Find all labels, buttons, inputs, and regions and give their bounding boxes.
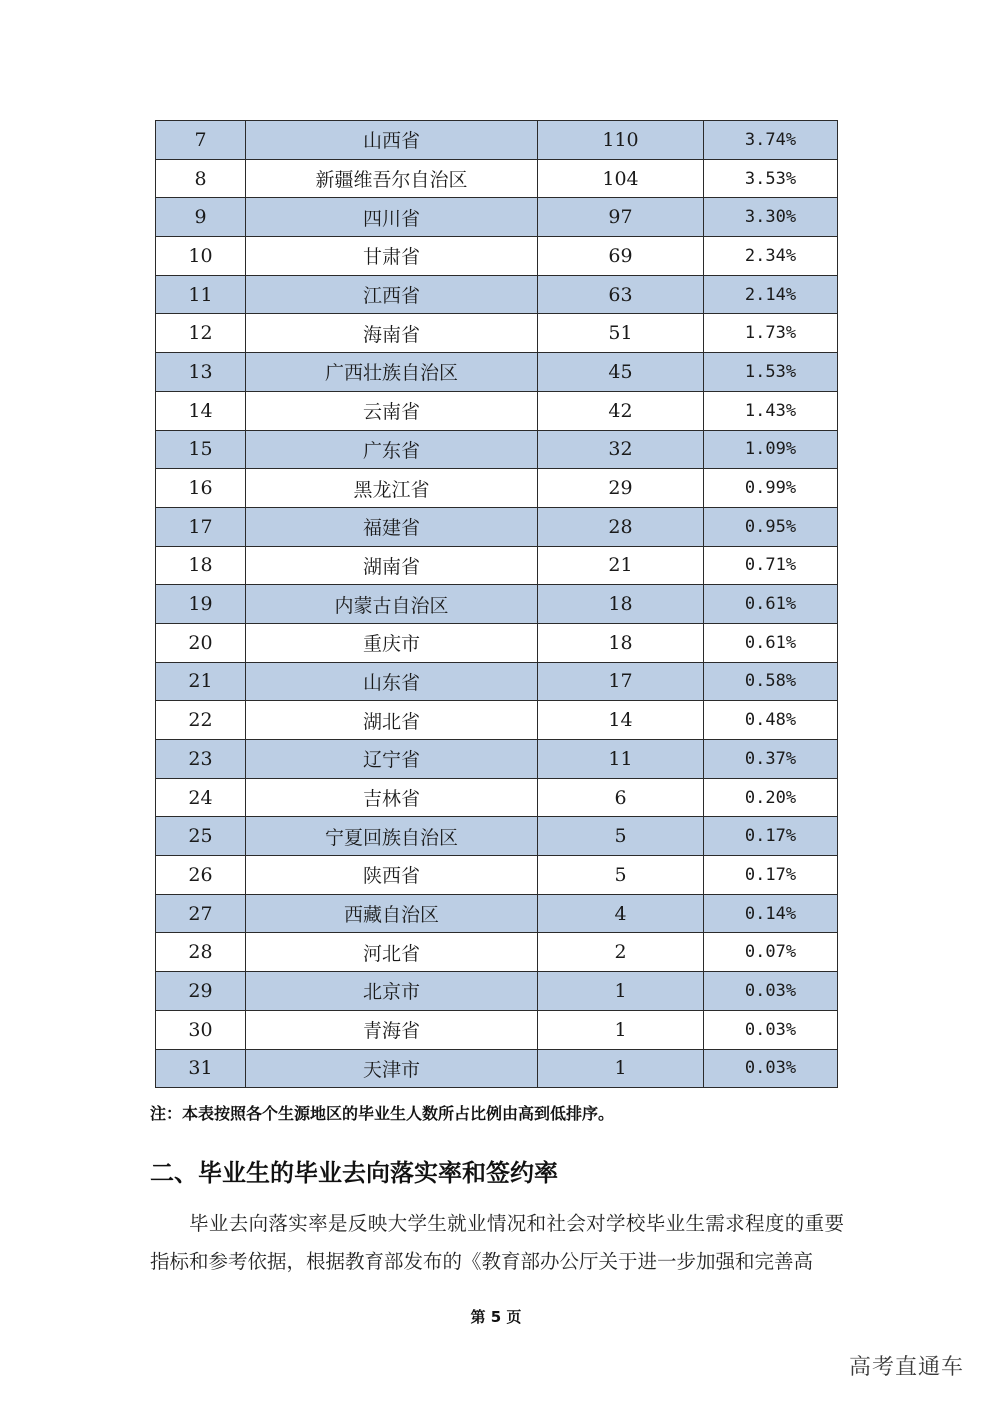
count-cell: 97	[538, 198, 704, 237]
rank-cell: 12	[156, 314, 246, 353]
region-cell: 重庆市	[246, 623, 538, 662]
table-row	[156, 121, 838, 160]
region-cell: 吉林省	[246, 778, 538, 817]
percent-cell: 0.03%	[704, 972, 838, 1011]
region-cell: 宁夏回族自治区	[246, 817, 538, 856]
percent-cell: 0.48%	[704, 701, 838, 740]
rank-cell: 28	[156, 933, 246, 972]
percent-cell: 0.17%	[704, 817, 838, 856]
table-row	[156, 391, 838, 430]
region-cell: 天津市	[246, 1049, 538, 1088]
rank-cell: 8	[156, 159, 246, 198]
count-cell: 2	[538, 933, 704, 972]
count-cell: 18	[538, 585, 704, 624]
percent-cell: 0.03%	[704, 1010, 838, 1049]
table-row	[156, 507, 838, 546]
count-cell: 1	[538, 972, 704, 1011]
region-cell: 云南省	[246, 391, 538, 430]
count-cell: 29	[538, 469, 704, 508]
count-cell: 51	[538, 314, 704, 353]
percent-cell: 0.95%	[704, 507, 838, 546]
percent-cell: 1.43%	[704, 391, 838, 430]
table-note: 注：本表按照各个生源地区的毕业生人数所占比例由高到低排序。	[150, 1104, 615, 1123]
rank-cell: 9	[156, 198, 246, 237]
count-cell: 11	[538, 740, 704, 779]
region-cell: 内蒙古自治区	[246, 585, 538, 624]
rank-cell: 22	[156, 701, 246, 740]
rank-cell: 14	[156, 391, 246, 430]
table-row	[156, 701, 838, 740]
count-cell: 21	[538, 546, 704, 585]
table-row	[156, 1049, 838, 1088]
percent-cell: 1.53%	[704, 353, 838, 392]
table-row	[156, 740, 838, 779]
count-cell: 6	[538, 778, 704, 817]
rank-cell: 7	[156, 121, 246, 160]
percent-cell: 0.03%	[704, 1049, 838, 1088]
percent-cell: 0.99%	[704, 469, 838, 508]
region-cell: 湖北省	[246, 701, 538, 740]
percent-cell: 1.09%	[704, 430, 838, 469]
table-row	[156, 933, 838, 972]
table-row	[156, 314, 838, 353]
count-cell: 110	[538, 121, 704, 160]
count-cell: 4	[538, 894, 704, 933]
count-cell: 18	[538, 623, 704, 662]
percent-cell: 0.07%	[704, 933, 838, 972]
region-cell: 黑龙江省	[246, 469, 538, 508]
table-row	[156, 817, 838, 856]
table-row	[156, 623, 838, 662]
rank-cell: 27	[156, 894, 246, 933]
table-body	[156, 121, 838, 1088]
page-number: 第 5 页	[470, 1308, 522, 1326]
section-heading: 二、毕业生的毕业去向落实率和签约率	[150, 1159, 558, 1187]
table-row	[156, 546, 838, 585]
table-row	[156, 198, 838, 237]
table-row	[156, 353, 838, 392]
table-row	[156, 894, 838, 933]
rank-cell: 26	[156, 856, 246, 895]
table-row	[156, 972, 838, 1011]
table-row	[156, 275, 838, 314]
region-cell: 江西省	[246, 275, 538, 314]
percent-cell: 0.61%	[704, 585, 838, 624]
region-cell: 海南省	[246, 314, 538, 353]
count-cell: 32	[538, 430, 704, 469]
watermark-text: 高考直通车	[848, 1355, 964, 1380]
rank-cell: 19	[156, 585, 246, 624]
region-cell: 广西壮族自治区	[246, 353, 538, 392]
table-row	[156, 585, 838, 624]
region-cell: 四川省	[246, 198, 538, 237]
table-row	[156, 1010, 838, 1049]
region-cell: 河北省	[246, 933, 538, 972]
region-cell: 辽宁省	[246, 740, 538, 779]
region-cell: 甘肃省	[246, 237, 538, 276]
rank-cell: 24	[156, 778, 246, 817]
percent-cell: 2.34%	[704, 237, 838, 276]
count-cell: 42	[538, 391, 704, 430]
region-cell: 新疆维吾尔自治区	[246, 159, 538, 198]
rank-cell: 15	[156, 430, 246, 469]
rank-cell: 29	[156, 972, 246, 1011]
percent-cell: 3.53%	[704, 159, 838, 198]
percent-cell: 2.14%	[704, 275, 838, 314]
percent-cell: 0.14%	[704, 894, 838, 933]
region-cell: 北京市	[246, 972, 538, 1011]
percent-cell: 0.20%	[704, 778, 838, 817]
count-cell: 104	[538, 159, 704, 198]
rank-cell: 31	[156, 1049, 246, 1088]
region-cell: 青海省	[246, 1010, 538, 1049]
rank-cell: 18	[156, 546, 246, 585]
rank-cell: 20	[156, 623, 246, 662]
percent-cell: 0.61%	[704, 623, 838, 662]
body-paragraph: 毕业去向落实率是反映大学生就业情况和社会对学校毕业生需求程度的重要指标和参考依据，根据教育部发布的《教育部办公厅关于进一步加强和完善高	[150, 1212, 844, 1273]
table-row	[156, 778, 838, 817]
count-cell: 1	[538, 1049, 704, 1088]
table-row	[156, 856, 838, 895]
region-cell: 西藏自治区	[246, 894, 538, 933]
region-cell: 山东省	[246, 662, 538, 701]
percent-cell: 0.17%	[704, 856, 838, 895]
rank-cell: 11	[156, 275, 246, 314]
percent-cell: 0.71%	[704, 546, 838, 585]
table-row	[156, 469, 838, 508]
region-cell: 山西省	[246, 121, 538, 160]
count-cell: 45	[538, 353, 704, 392]
count-cell: 28	[538, 507, 704, 546]
region-cell: 陕西省	[246, 856, 538, 895]
percent-cell: 1.73%	[704, 314, 838, 353]
region-cell: 福建省	[246, 507, 538, 546]
region-cell: 广东省	[246, 430, 538, 469]
count-cell: 5	[538, 817, 704, 856]
percent-cell: 0.58%	[704, 662, 838, 701]
percent-cell: 0.37%	[704, 740, 838, 779]
rank-cell: 30	[156, 1010, 246, 1049]
rank-cell: 21	[156, 662, 246, 701]
table-row	[156, 662, 838, 701]
percent-cell: 3.30%	[704, 198, 838, 237]
region-distribution-table	[155, 120, 838, 1088]
table-row	[156, 159, 838, 198]
percent-cell: 3.74%	[704, 121, 838, 160]
count-cell: 17	[538, 662, 704, 701]
rank-cell: 16	[156, 469, 246, 508]
rank-cell: 25	[156, 817, 246, 856]
rank-cell: 10	[156, 237, 246, 276]
count-cell: 63	[538, 275, 704, 314]
region-cell: 湖南省	[246, 546, 538, 585]
count-cell: 14	[538, 701, 704, 740]
rank-cell: 17	[156, 507, 246, 546]
table-row	[156, 237, 838, 276]
rank-cell: 23	[156, 740, 246, 779]
table-row	[156, 430, 838, 469]
count-cell: 5	[538, 856, 704, 895]
count-cell: 1	[538, 1010, 704, 1049]
count-cell: 69	[538, 237, 704, 276]
rank-cell: 13	[156, 353, 246, 392]
